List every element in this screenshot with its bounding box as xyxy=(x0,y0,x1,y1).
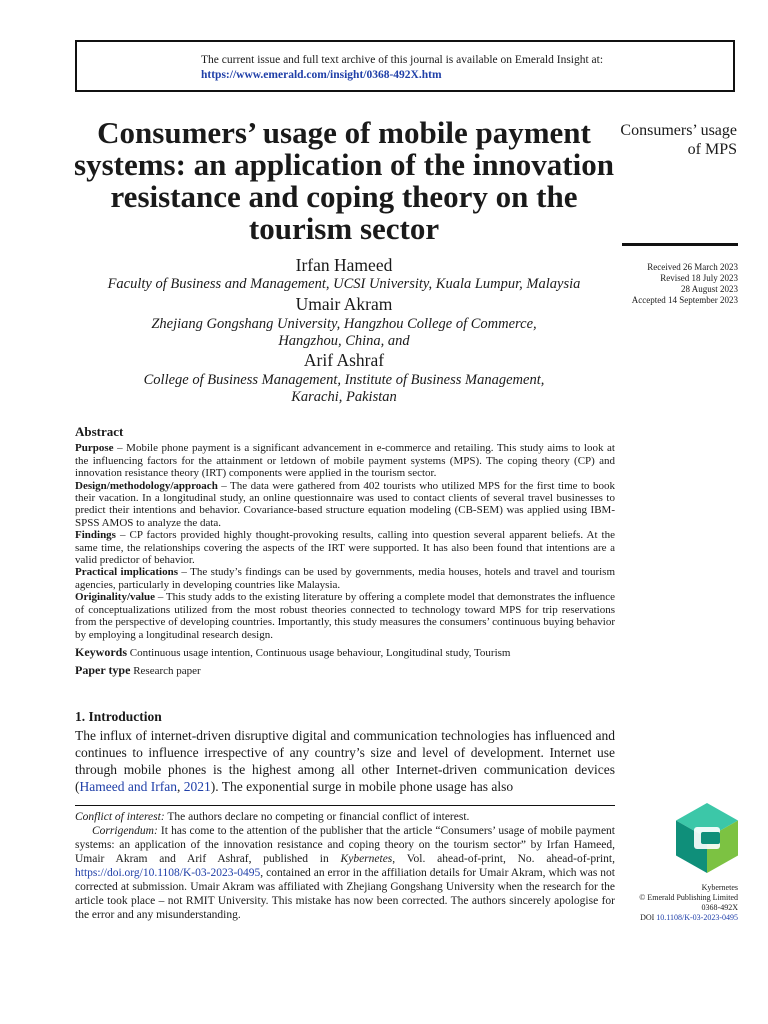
citation-year-link[interactable]: 2021 xyxy=(183,779,211,794)
author-affiliation: Zhejiang Gongshang University, Hangzhou College of Commerce, xyxy=(151,316,537,332)
citation-separator: , xyxy=(176,779,184,794)
date-revised: Revised 18 July 2023 xyxy=(660,273,738,283)
conflict-label: Conflict of interest: xyxy=(75,811,165,823)
article-dates xyxy=(612,262,738,306)
doi-link[interactable]: https://doi.org/10.1108/K-03-2023-0495 xyxy=(75,867,261,879)
section-label: Findings xyxy=(75,529,116,542)
abstract-purpose xyxy=(75,442,615,479)
abstract-originality xyxy=(75,591,615,641)
introduction-section xyxy=(75,709,615,795)
title-rule xyxy=(622,243,738,246)
author-affiliation: Faculty of Business and Management, UCSI University, Kuala Lumpur, Malaysia xyxy=(107,276,581,292)
copyright: © Emerald Publishing Limited xyxy=(639,893,738,902)
section-label: Practical implications xyxy=(75,566,179,579)
corrigendum-label: Corrigendum: xyxy=(92,825,158,837)
abstract-heading: Abstract xyxy=(75,424,124,439)
author-name: Arif Ashraf xyxy=(303,350,385,370)
paper-type-label: Paper type xyxy=(75,663,131,678)
corrigendum-text: It has come to the attention of the publisher that the article “Consumers’ usage of mobile payment systems: an application of the innovation resistance and coping theory on the tourism sector” by Irfan Hameed, Umair Akram and Arif Ashraf, published in xyxy=(75,825,615,865)
date-accepted: Accepted 14 September 2023 xyxy=(631,295,738,305)
section-text: – Mobile phone payment is a significant advancement in e-commerce and retailing. This study aims to look at the influencing factors for the attainment or letdown of mobile payment systems (MPS). The coping theory (CP) and innovation resistance theory (IRT) components were applied in the tourism sector. xyxy=(75,442,615,480)
crossmark-logo-icon[interactable] xyxy=(676,803,738,873)
footnotes xyxy=(75,810,615,922)
corrigendum-text: , Vol. ahead-of-print, No. ahead-of-print, xyxy=(392,853,615,865)
section-label: Purpose xyxy=(75,442,114,455)
abstract xyxy=(75,426,615,678)
paper-type-text: Research paper xyxy=(130,665,201,678)
corrigendum xyxy=(75,824,615,922)
date-received: Received 26 March 2023 xyxy=(647,262,738,272)
banner-url-link[interactable]: https://www.emerald.com/insight/0368-492X.htm xyxy=(201,69,442,81)
paper-type xyxy=(75,664,615,677)
abstract-practical xyxy=(75,566,615,591)
conflict-of-interest xyxy=(75,810,615,824)
citation-link[interactable]: Hameed and Irfan xyxy=(79,779,177,794)
section-label: Originality/value xyxy=(75,591,156,604)
running-title: Consumers’ usage of MPS xyxy=(620,122,737,158)
section-label: Design/methodology/approach xyxy=(75,479,218,492)
footnote-divider xyxy=(75,805,615,806)
abstract-design xyxy=(75,480,615,530)
doi-label: DOI xyxy=(640,913,657,922)
author-affiliation: Karachi, Pakistan xyxy=(291,389,397,405)
article-title: Consumers’ usage of mobile payment systems: an application of the innovation resistance and coping theory on the tourism sector xyxy=(74,115,614,246)
publisher-info xyxy=(610,883,738,923)
intro-text: ). The exponential surge in mobile phone usage has also xyxy=(210,779,514,794)
journal-banner xyxy=(75,40,735,92)
introduction-paragraph xyxy=(75,727,615,795)
section-text: – CP factors provided highly thought-provoking results, calling into question several apparent beliefs. At the same time, the relationships covering the aspects of the IRT were supported. It has also been found that intentions are a valid predictor of behavior. xyxy=(75,529,615,567)
date-revised-2: 28 August 2023 xyxy=(680,284,738,294)
issn: 0368-492X xyxy=(701,903,738,912)
section-text: – The study’s findings can be used by governments, media houses, hotels and travel and tourism agencies, particularly in developing countries like Malaysia. xyxy=(75,566,615,591)
author-affiliation: Hangzhou, China, and xyxy=(278,333,410,349)
doi xyxy=(610,913,738,923)
introduction-heading: 1. Introduction xyxy=(75,709,162,724)
abstract-findings xyxy=(75,529,615,566)
intro-text: The influx of internet-driven disruptive digital and communication technologies has influenced and continues to influence irrespective of any country’s size and level of development. Internet use through mobile phones is the highest among all other Internet-driven communication devices ( xyxy=(75,728,615,794)
section-text: – This study adds to the existing literature by offering a complete model that demonstrates the influence of conceptualizations utilized from the most robust theories connected to technology toward MPS for trip reservations from the perspective of developing countries. Importantly, this study measures the consumers’ continuous buying behavior by employing a longitudinal research design. xyxy=(75,591,616,641)
doi-link[interactable]: 10.1108/K-03-2023-0495 xyxy=(656,913,738,922)
journal-name: Kybernetes xyxy=(701,883,738,892)
corrigendum-text: , contained an error in the affiliation details for Umair Akram, which was not corrected at submission. Umair Akram was affiliated with Zhejiang Gongshang University when the research for the article took place – not RMIT University. This mistake has now been corrected. The authors sincerely apologise for the error and any misunderstanding. xyxy=(75,867,615,921)
author-name: Umair Akram xyxy=(295,294,393,314)
keywords-label: Keywords xyxy=(75,644,127,659)
author-name: Irfan Hameed xyxy=(295,255,393,275)
section-text: – The data were gathered from 402 tourists who utilized MPS for the first time to book their vacation. In a longitudinal study, an online questionnaire was used to contact clients of several travel businesses to predict their intentions and behavior. Covariance-based structure equation modeling (CB-SEM) was applied using IBM-SPSS AMOS to analyze the data. xyxy=(75,479,615,529)
journal-name: Kybernetes xyxy=(340,853,393,865)
conflict-text: The authors declare no competing or financial conflict of interest. xyxy=(164,811,470,823)
keywords-text: Continuous usage intention, Continuous usage behaviour, Longitudinal study, Tourism xyxy=(127,646,511,659)
keywords xyxy=(75,646,615,659)
banner-text: The current issue and full text archive of this journal is available on Emerald Insight at: xyxy=(201,54,604,66)
author-affiliation: College of Business Management, Institute of Business Management, xyxy=(143,372,545,388)
